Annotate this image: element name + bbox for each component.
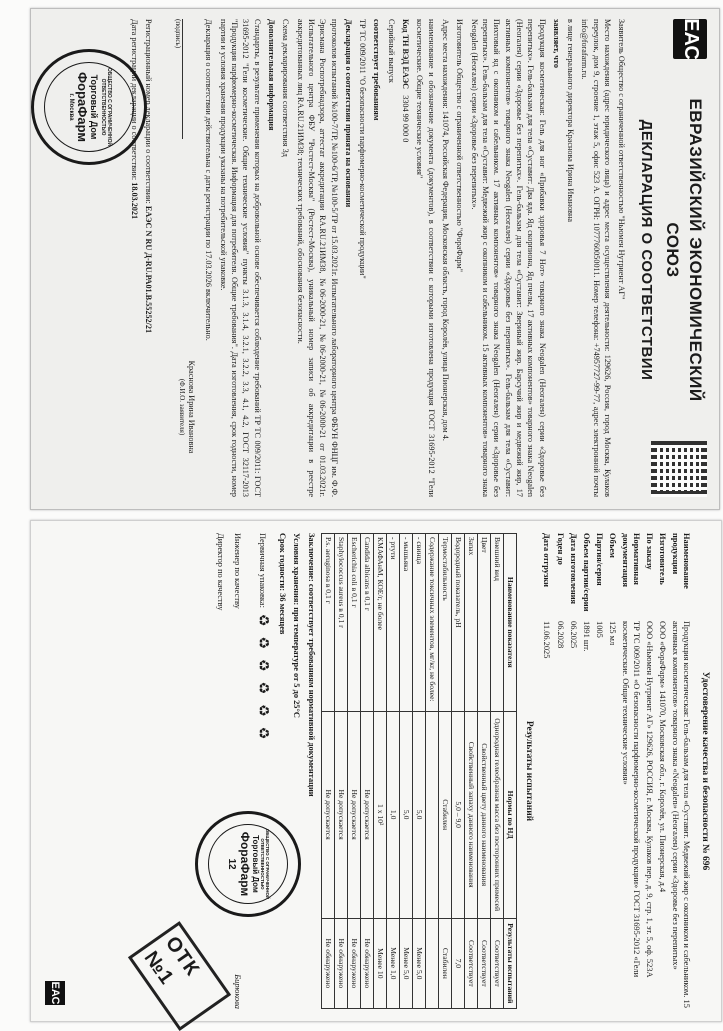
manufacturer: Изготовитель Общество с ограниченной ответственностью "ФораФарм" bbox=[455, 19, 465, 272]
field-label: Дата изготовления bbox=[568, 533, 578, 605]
table-cell: Соответствует bbox=[490, 918, 503, 1008]
field-value: 1005 bbox=[594, 621, 604, 638]
table-cell: 1,0 bbox=[386, 711, 399, 918]
company-stamp bbox=[31, 49, 147, 165]
conclusion: Заключение: соответствует требованиям нормативной документации bbox=[306, 533, 316, 797]
table-cell: 1 х 10³ bbox=[373, 711, 386, 918]
field-value: 125 мл bbox=[607, 621, 617, 646]
reg-number-label: Регистрационный номер декларации о соответствии: bbox=[144, 19, 154, 204]
declaration-title: ДЕКЛАРАЦИЯ О СООТВЕТСТВИИ bbox=[638, 119, 656, 381]
field-label: Объем партии/серии bbox=[581, 533, 591, 612]
stamp-city-text: г. Москва bbox=[68, 93, 75, 121]
table-cell: Свойственный цвету данного наименования bbox=[477, 711, 490, 918]
basis-text: протоколов испытаний №100-7/ТР, №100-6/ТР, №100-5/ТР от 15.03.2021г. Испытательного лабораторного центра ФБУН ФНЦГ им. Ф.Ф. Эрисмана Роспотребнадзора, аттестат аккредитации RA.RU.21ИМ38, №06-2000-21, №06-2000-21, №06-2000-21 от 01.03.2021г. Испытательного центра ФБУ "Ростест-Москва" (Ростест-Москва), уникальный номер записи об аккредитации в реестре аккредитованных лиц RA.RU.21ИМ38; технических требований, обоснования безопасности. bbox=[295, 19, 339, 497]
table-row bbox=[399, 534, 412, 1009]
field-value: 06.2028 bbox=[555, 621, 565, 649]
certificate-field bbox=[594, 533, 605, 1009]
reg-date: 18.03.2021 bbox=[129, 182, 139, 220]
cert-stamp-number: 12 bbox=[226, 858, 238, 870]
certificate-fields bbox=[541, 533, 692, 1009]
signature-line bbox=[182, 19, 197, 139]
table-cell: 5,0 bbox=[412, 711, 425, 918]
table-cell: - свинца bbox=[412, 534, 425, 712]
signatory-name: Краснова Ирина Ивановна bbox=[187, 360, 197, 454]
field-value: 1891 шт. bbox=[581, 621, 591, 652]
add-info-title: Дополнительная информация bbox=[266, 19, 276, 131]
table-row bbox=[386, 534, 399, 1009]
table-cell: Стабилен bbox=[438, 918, 451, 1008]
table-cell: Менее 10 bbox=[373, 918, 386, 1008]
signatory-role: (Ф.И.О. заявителя) bbox=[177, 378, 186, 436]
serial: Серийный выпуск bbox=[386, 19, 396, 83]
certificate-field bbox=[657, 533, 668, 1009]
add-info: Стандарты, в результате применения которых на добровольной основе обеспечивается соблюдение требований ТР ТС 009/2011: ГОСТ 31695-2012 "Гели косметические. Общие технические условия" пункты 3.1.3, 3.1.4, 3.2.1, 3.2.2, 3.3, 4.1, 4.2, ГОСТ 32117-2013 "Продукция парфюмерно-косметическая. Информация для потребителя. Общие требования". Дата изготовления, срок годности, номер партии и условия хранения продукции указаны на потребительской упаковке. bbox=[218, 19, 262, 497]
table-cell: - мышьяка bbox=[399, 534, 412, 712]
table-row bbox=[490, 534, 503, 1009]
table-cell: Не обнаружено bbox=[334, 918, 347, 1008]
table-row bbox=[438, 534, 451, 1009]
certificate-title: Удостоверение качества и безопасности № 696 bbox=[700, 671, 710, 871]
scheme: Схема декларирования соответствия 3д bbox=[281, 19, 291, 157]
certificate-field bbox=[620, 533, 642, 1009]
table-cell: Не допускается bbox=[360, 711, 373, 918]
field-label: Наименование продукции bbox=[671, 533, 692, 589]
table-cell: Термостабильность bbox=[438, 534, 451, 712]
table-row bbox=[347, 534, 360, 1009]
field-label: Годен до bbox=[555, 533, 565, 565]
certificate-sheet bbox=[30, 520, 722, 1022]
field-value: ТР ТС 009/2011 «О безопасности парфюмерно-косметической продукции» ГОСТ 31695-2012 «Гели косметические. Общие технические условия» bbox=[621, 621, 642, 978]
table-cell: Не обнаружено bbox=[360, 918, 373, 1008]
table-cell: P.s. aeruginosa в 0,1 г bbox=[321, 534, 334, 712]
manufacturer-address: Адрес места нахождения: 141074, Российская Федерация, Московская область, город Королёв, улица Пионерская, дом 4. bbox=[441, 19, 451, 441]
results-title: Результаты испытаний bbox=[524, 720, 535, 822]
stamp-outer-text: ОБЩЕСТВО С ОГРАНИЧЕННОЙ ОТВЕТСТВЕННОСТЬЮ bbox=[100, 67, 112, 147]
certificate-field bbox=[541, 533, 552, 1009]
tr-ts: ТР ТС 009/2011 "О безопасности парфюмерно-косметической продукции" bbox=[358, 19, 368, 279]
table-row bbox=[451, 534, 464, 1009]
reg-number: ЕАЭС N RU Д-RU.РА01.В.55252/21 bbox=[144, 205, 154, 334]
recycle-icon: ♻ bbox=[255, 704, 271, 717]
table-row bbox=[321, 534, 334, 1009]
field-label: По заказу bbox=[645, 533, 655, 570]
field-value: ООО «Ньюмен Нутриент АГ» 129626, РОССИЯ, г. Москва, Кулаков пер., д. 9, стр. 1, эт. 5, оф. 523А bbox=[645, 621, 655, 978]
cert-stamp-inner: ФораФарм bbox=[237, 831, 252, 897]
declares: заявляет, что bbox=[551, 19, 561, 68]
table-cell bbox=[425, 918, 438, 1008]
validity: Декларация о соответствии действительна с даты регистрации по 17.03.2026 включительно. bbox=[204, 19, 214, 341]
eac-small-logo: ЕАС bbox=[45, 981, 65, 1005]
table-row bbox=[360, 534, 373, 1009]
director-label: Директор по качеству bbox=[215, 533, 225, 611]
field-label: Дата отгрузки bbox=[542, 533, 552, 587]
col-header-indicator: Наименование показателя bbox=[503, 534, 516, 712]
table-cell: Свойственный запаху данного наименования bbox=[464, 711, 477, 918]
engineer-name: Бирюкова bbox=[232, 974, 242, 1009]
docs: наименование и обозначение документа (документов), в соответствии с которыми изготовлена продукция ГОСТ 31695-2012 "Гели косметические. Общие технические условия" bbox=[415, 19, 436, 497]
reg-date-label: Дата регистрации декларации о соответствии: bbox=[129, 19, 139, 181]
table-cell: Не обнаружено bbox=[321, 918, 334, 1008]
product-line: Продукция косметическая: Гель для ног «Прибавки здоровья 7 Нот» товарного знака Neogalen (Неогален) серии «Здоровье без перепитых». Гель-бальзам для тела «Суставит: Два яда. Яд скорпиона, Яд пчелы, 17 активных компонентов» товарного знака Neogalen (Неогален) серии «Здоровье без перепитых». Гель-бальзам для тела «Суставит: Звериный жир. Барсучий жир и медвежий жир, 17 активных компонентов» товарного знака Neogalen (Неогален) серии «Здоровье без перепитых». Гель-бальзам для тела «Суставит: Пихтовый яд с окопником и сабельником. 17 активных компонентов» товарного знака Neogalen (Неогален) серии «Здоровье без перепитых». Гель-бальзам для тела «Суставит: Медвежий жир с окопником и сабельником. 15 активных компонентов» товарного знака Neogalen (Неогален) серии «Здоровье без перепитых». bbox=[469, 19, 547, 497]
company-stamp-cert bbox=[195, 811, 301, 917]
field-value: ООО «ФораФарм» 141070, Московская обл., г. Королёв, ул. Пионерская, д.4 bbox=[658, 621, 668, 893]
table-cell: Не допускается bbox=[321, 711, 334, 918]
certificate-field bbox=[607, 533, 618, 1009]
packaging-label: Первичная упаковка: bbox=[257, 533, 267, 608]
certificate-field bbox=[670, 533, 692, 1009]
director: в лице генерального директора Краснова Ирина Ивановна bbox=[566, 19, 576, 223]
compliance-req: соответствует требованиям bbox=[372, 19, 382, 121]
table-cell: Соответствует bbox=[477, 918, 490, 1008]
declaration-sheet bbox=[30, 8, 720, 510]
field-value: 11.06.2025 bbox=[542, 621, 552, 659]
table-row bbox=[373, 534, 386, 1009]
table-cell: 5,0 – 9,0 bbox=[451, 711, 464, 918]
table-cell: Однородная гелеобразная масса без посторонних примесей bbox=[490, 711, 503, 918]
basis-title: Декларация о соответствии принята на основании bbox=[343, 19, 353, 208]
recycle-icon: ♻ bbox=[255, 636, 271, 650]
table-cell: КМАФАнМ, КОЕ/г, не более bbox=[373, 534, 386, 712]
otk-stamp: ОТК №1 bbox=[128, 921, 231, 1031]
table-cell: Запах bbox=[464, 534, 477, 712]
results-table bbox=[321, 533, 517, 1009]
recycle-icon: ♻ bbox=[255, 681, 271, 695]
stamp-inner-text: ФораФарм bbox=[75, 72, 90, 142]
union-title: ЕВРАЗИЙСКИЙ ЭКОНОМИЧЕСКИЙ СОЮЗ bbox=[662, 98, 705, 402]
table-cell: Не допускается bbox=[334, 711, 347, 918]
certificate-field bbox=[554, 533, 565, 1009]
table-cell: Менее 5,0 bbox=[412, 918, 425, 1008]
table-cell: Менее 1,0 bbox=[386, 918, 399, 1008]
table-cell: Не обнаружено bbox=[347, 918, 360, 1008]
declaration-rotated-content bbox=[31, 9, 719, 509]
certificate-field bbox=[568, 533, 579, 1009]
recycle-icon: ♻ bbox=[255, 659, 271, 672]
table-cell: Staphylococcus aureus в 0,1 г bbox=[334, 534, 347, 712]
table-cell: - ртути bbox=[386, 534, 399, 712]
table-cell: Содержание токсичных элементов, мг/кг, не более: bbox=[425, 534, 438, 712]
col-header-results: Результаты испытаний bbox=[503, 918, 516, 1008]
recycle-icon: ♻ bbox=[255, 726, 271, 740]
table-row bbox=[477, 534, 490, 1009]
sign-caption: (подпись) bbox=[174, 19, 183, 49]
table-cell: Стабилен bbox=[438, 711, 451, 918]
table-row bbox=[412, 534, 425, 1009]
field-value: 06.2025 bbox=[568, 621, 578, 649]
applicant-address: Место нахождения (адрес юридического лица) и адрес места осуществления деятельности: 129626, Россия, город Москва, Кулаков переулок, дом 9, строение 1, этаж 5, офис 523 А. ОГРН: 1077760050011. Номер телефона: +74957727-99-77, адрес электронной почты info@forafarm.ru. bbox=[580, 19, 613, 497]
cert-stamp-mid: Торговый Дом bbox=[251, 835, 261, 893]
recycle-icon: ♻ bbox=[255, 613, 271, 627]
field-value: Продукция косметическая: Гель-бальзам для тела «Суставит. Медвежий жир с окопником и сабельником. 15 активных компонентов» товарного знака «Neogalen» (Неогален) серии «Здоровье без перепитых» bbox=[671, 621, 692, 1008]
cert-stamp-outer: ОБЩЕСТВО С ОГРАНИЧЕННОЙ ОТВЕТСТВЕННОСТЬЮ bbox=[260, 828, 271, 900]
field-label: Объем bbox=[607, 533, 617, 558]
qr-code-icon bbox=[651, 441, 707, 497]
stamp-mid-text: Торговый Дом bbox=[89, 74, 100, 140]
table-cell: Escherichia coli в 0,1 г bbox=[347, 534, 360, 712]
table-cell: Не допускается bbox=[347, 711, 360, 918]
certificate-field bbox=[581, 533, 592, 1009]
storage: Условия хранения: при температуре от 5 до 25°С bbox=[292, 533, 302, 718]
field-label: Партия/серия bbox=[594, 533, 604, 586]
table-cell: Внешний вид bbox=[490, 534, 503, 712]
table-cell: Водородный показатель, pH bbox=[451, 534, 464, 712]
tnved-code: 3304 99 000 0 bbox=[401, 95, 411, 143]
table-cell: Цвет bbox=[477, 534, 490, 712]
table-cell: Менее 5,0 bbox=[399, 918, 412, 1008]
field-label: Изготовитель bbox=[658, 533, 668, 585]
eac-logo: ЕАС bbox=[673, 19, 707, 59]
table-row bbox=[425, 534, 438, 1009]
table-cell: Соответствует bbox=[464, 918, 477, 1008]
shelf-life: Срок годности: 36 месяцев bbox=[278, 533, 288, 635]
table-cell: Candida albicans в 0,1 г bbox=[360, 534, 373, 712]
table-row bbox=[334, 534, 347, 1009]
table-cell: 5,0 bbox=[399, 711, 412, 918]
certificate-field bbox=[644, 533, 655, 1009]
applicant: Заявитель Общество с ограниченной ответственностью "Ньюмен Нутриент АГ" bbox=[617, 19, 627, 300]
field-label: Нормативная документация bbox=[621, 533, 642, 588]
col-header-norms: Нормы по НД bbox=[503, 711, 516, 918]
engineer-label: Инженер по качеству bbox=[232, 533, 242, 609]
certificate-rotated-content bbox=[31, 521, 721, 1021]
table-cell: 7,0 bbox=[451, 918, 464, 1008]
table-row bbox=[464, 534, 477, 1009]
table-cell bbox=[425, 711, 438, 918]
tnved-label: Код ТН ВЭД ЕАЭС bbox=[401, 19, 411, 90]
